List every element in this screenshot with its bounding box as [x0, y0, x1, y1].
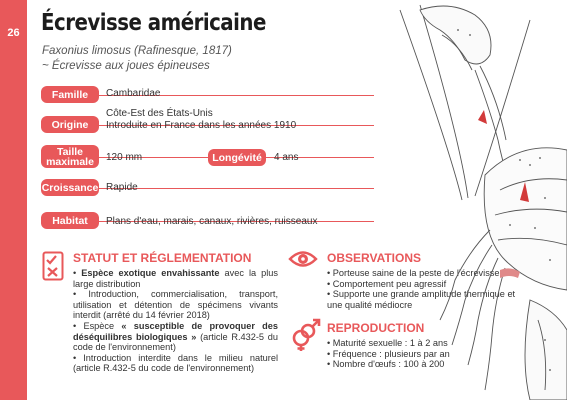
statut-item-3-bold: « susceptible de provoquer des déséquilibres biologiques » [73, 320, 278, 342]
checklist-icon [42, 251, 64, 281]
statut-item-1-rest: avec la plus large distribution [73, 268, 278, 289]
observations-heading: OBSERVATIONS [327, 251, 422, 265]
habitat-label: Habitat [41, 212, 99, 229]
origine-value-line1: Côte-Est des États-Unis [106, 108, 213, 119]
statut-item-3-rest: (article R.432-5 du code de l'environnement) [73, 331, 278, 353]
longevite-value: 4 ans [274, 152, 299, 163]
statut-heading: STATUT ET RÉGLEMENTATION [73, 251, 252, 265]
statut-item-4: • Introduction interdite dans le milieu naturel (article R.432-5 du code de l'environnement) [73, 352, 278, 374]
taille-label [41, 145, 99, 168]
croissance-label: Croissance [41, 179, 99, 196]
statut-item-3-pre: • Espèce [73, 320, 122, 331]
observation-item: • Porteuse saine de la peste de l'écrevisse [327, 268, 500, 278]
statut-item-1-bold: Espèce exotique envahissante [81, 268, 220, 278]
origine-value-line2: Introduite en France dans les années 1910 [106, 120, 297, 131]
origine-label: Origine [41, 116, 99, 133]
taille-value: 120 mm [106, 152, 143, 163]
croissance-value: Rapide [106, 182, 138, 193]
habitat-value: Plans d'eau, marais, canaux, rivières, ruisseaux [106, 216, 318, 227]
reproduction-item: • Nombre d'œufs : 100 à 200 [327, 359, 445, 370]
reproduction-item: • Fréquence : plusieurs par an [327, 348, 450, 359]
taille-label-line2: maximale [46, 155, 94, 168]
page-title: Écrevisse américaine [41, 10, 266, 36]
famille-value: Cambaridae [106, 88, 161, 99]
statut-item-2: • Introduction, commercialisation, transport, utilisation et détention de spécimens vivants interdit (arrêté du 14 février 2018) [73, 289, 278, 321]
statut-item-1: • Espèce exotique envahissante avec la plus large distribution [73, 268, 278, 289]
scientific-name: Faxonius limosus (Rafinesque, 1817) [42, 45, 232, 57]
observation-item: • Comportement peu agressif [327, 278, 447, 289]
statut-list [73, 268, 278, 374]
statut-item-3 [73, 321, 278, 353]
famille-label: Famille [41, 86, 99, 103]
common-name: ~ Écrevisse aux joues épineuses [42, 60, 210, 72]
side-band [0, 0, 27, 400]
crayfish-illustration [380, 0, 567, 400]
gender-symbols-icon [289, 318, 323, 352]
observation-item: • Supporte une grande amplitude thermique et une qualité médiocre [327, 289, 516, 310]
eye-icon [288, 249, 318, 269]
taille-label-line1: Taille [56, 145, 84, 158]
reproduction-item: • Maturité sexuelle : 1 à 2 ans [327, 338, 448, 348]
reproduction-heading: REPRODUCTION [327, 321, 425, 335]
longevite-label: Longévité [208, 149, 266, 166]
page-number: 26 [7, 27, 20, 39]
